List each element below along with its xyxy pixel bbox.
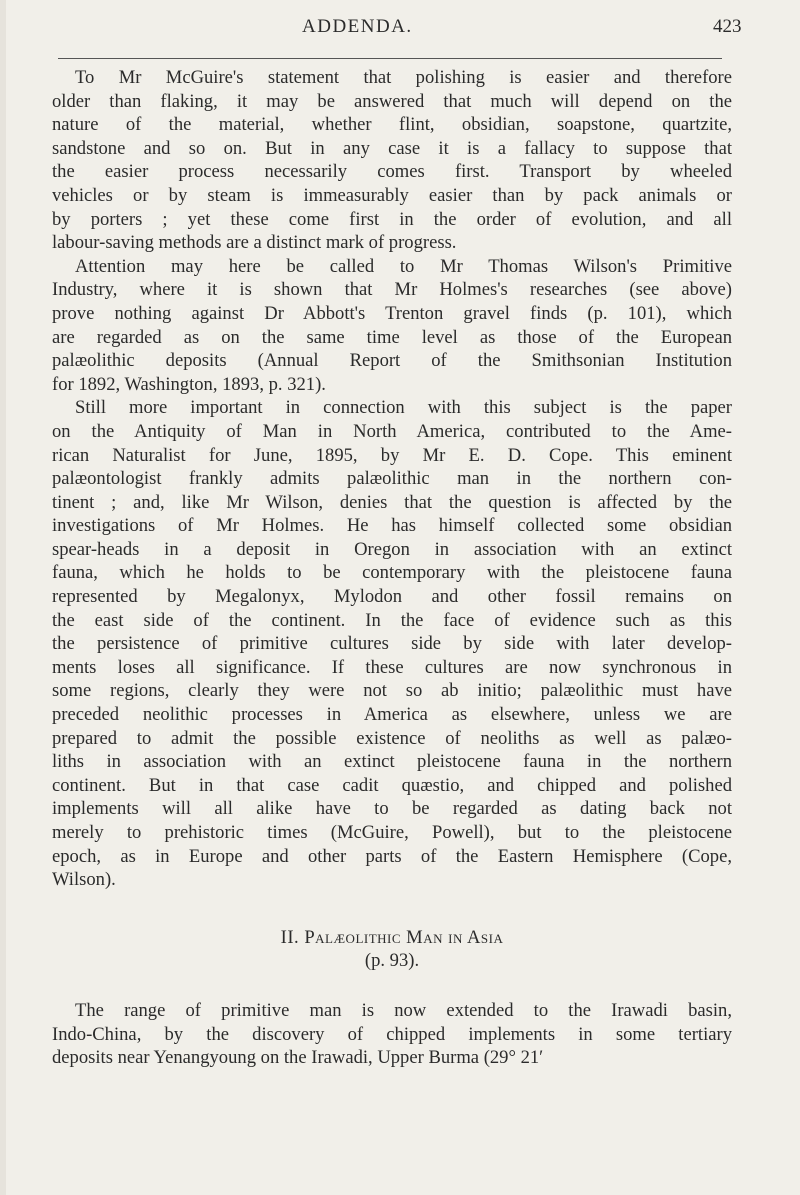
text-line: older than flaking, it may be answered that much will depend on the: [52, 90, 732, 112]
text-line: nature of the material, whether flint, obsidian, soapstone, quartzite,: [52, 114, 732, 136]
text-line: on the Antiquity of Man in North America, contributed to the Ame-: [52, 420, 732, 442]
text-line: sandstone and so on. But in any case it is a fallacy to suppose that: [52, 137, 732, 159]
text-line: Industry, where it is shown that Mr Holmes's researches (see above): [52, 279, 732, 301]
text-line: Still more important in connection with this subject is the paper: [75, 397, 732, 419]
header-rule: [58, 58, 722, 59]
text-line: ments loses all significance. If these cultures are now synchronous in: [52, 656, 732, 678]
text-line: epoch, as in Europe and other parts of the Eastern Hemisphere (Cope,: [52, 845, 732, 867]
text-line: Attention may here be called to Mr Thomas Wilson's Primitive: [75, 255, 732, 277]
text-line: are regarded as on the same time level as those of the European: [52, 326, 732, 348]
running-head: ADDENDA.: [302, 16, 413, 37]
paragraph-2: [52, 255, 732, 397]
paragraph-3: [52, 396, 732, 891]
text-line: merely to prehistoric times (McGuire, Powell), but to the pleistocene: [52, 822, 732, 843]
text-line: The range of primitive man is now extended to the Irawadi basin,: [75, 999, 732, 1021]
text-line: deposits near Yenangyoung on the Irawadi, Upper Burma (29° 21′: [52, 1047, 544, 1069]
paragraph-1: [52, 66, 732, 255]
text-line: palæolithic deposits (Annual Report of the Smithsonian Institution: [52, 350, 732, 372]
text-line: rican Naturalist for June, 1895, by Mr E. D. Cope. This eminent: [52, 444, 732, 466]
text-line: implements will all alike have to be regarded as dating back not: [52, 798, 732, 820]
text-line: liths in association with an extinct pleistocene fauna in the northern: [52, 751, 732, 773]
text-line: continent. But in that case cadit quæstio, and chipped and polished: [52, 774, 732, 796]
text-line: spear-heads in a deposit in Oregon in association with an extinct: [52, 538, 732, 560]
text-line: labour-saving methods are a distinct mark of progress.: [52, 232, 457, 254]
page-header: [0, 16, 800, 46]
text-line: the easier process necessarily comes first. Transport by wheeled: [52, 161, 732, 183]
text-line: by porters ; yet these come first in the order of evolution, and all: [52, 208, 732, 230]
text-line: the persistence of primitive cultures side by side with later develop-: [52, 633, 732, 655]
text-line: preceded neolithic processes in America as elsewhere, unless we are: [52, 704, 732, 726]
page-number: 423: [713, 16, 742, 37]
paragraph-4: [52, 999, 732, 1070]
section-page-reference: (p. 93).: [364, 950, 420, 972]
text-line: prepared to admit the possible existence of neoliths as well as palæo-: [52, 727, 732, 749]
text-line: fauna, which he holds to be contemporary with the pleistocene fauna: [52, 562, 732, 584]
text-line: represented by Megalonyx, Mylodon and other fossil remains on: [52, 586, 732, 608]
spacer: [52, 892, 732, 926]
text-line: some regions, clearly they were not so ab initio; palæolithic must have: [52, 680, 732, 702]
page-edge: [0, 0, 6, 1195]
text-line: the east side of the continent. In the face of evidence such as this: [52, 609, 732, 631]
text-line: for 1892, Washington, 1893, p. 321).: [52, 373, 326, 395]
text-line: palæontologist frankly admits palæolithic man in the northern con-: [52, 468, 732, 490]
text-line: vehicles or by steam is immeasurably easier than by pack animals or: [52, 184, 732, 206]
body-text: [52, 66, 732, 1070]
text-line: prove nothing against Dr Abbott's Trenton gravel finds (p. 101), which: [52, 302, 732, 324]
section-heading: II. Palæolithic Man in Asia: [280, 926, 504, 948]
text-line: investigations of Mr Holmes. He has himself collected some obsidian: [52, 515, 732, 537]
text-line: Indo-China, by the discovery of chipped implements in some tertiary: [52, 1023, 732, 1045]
text-line: tinent ; and, like Mr Wilson, denies that the question is affected by the: [52, 491, 732, 513]
text-line: Wilson).: [52, 869, 116, 891]
spacer: [52, 973, 732, 999]
text-line: To Mr McGuire's statement that polishing is easier and therefore: [75, 67, 732, 88]
